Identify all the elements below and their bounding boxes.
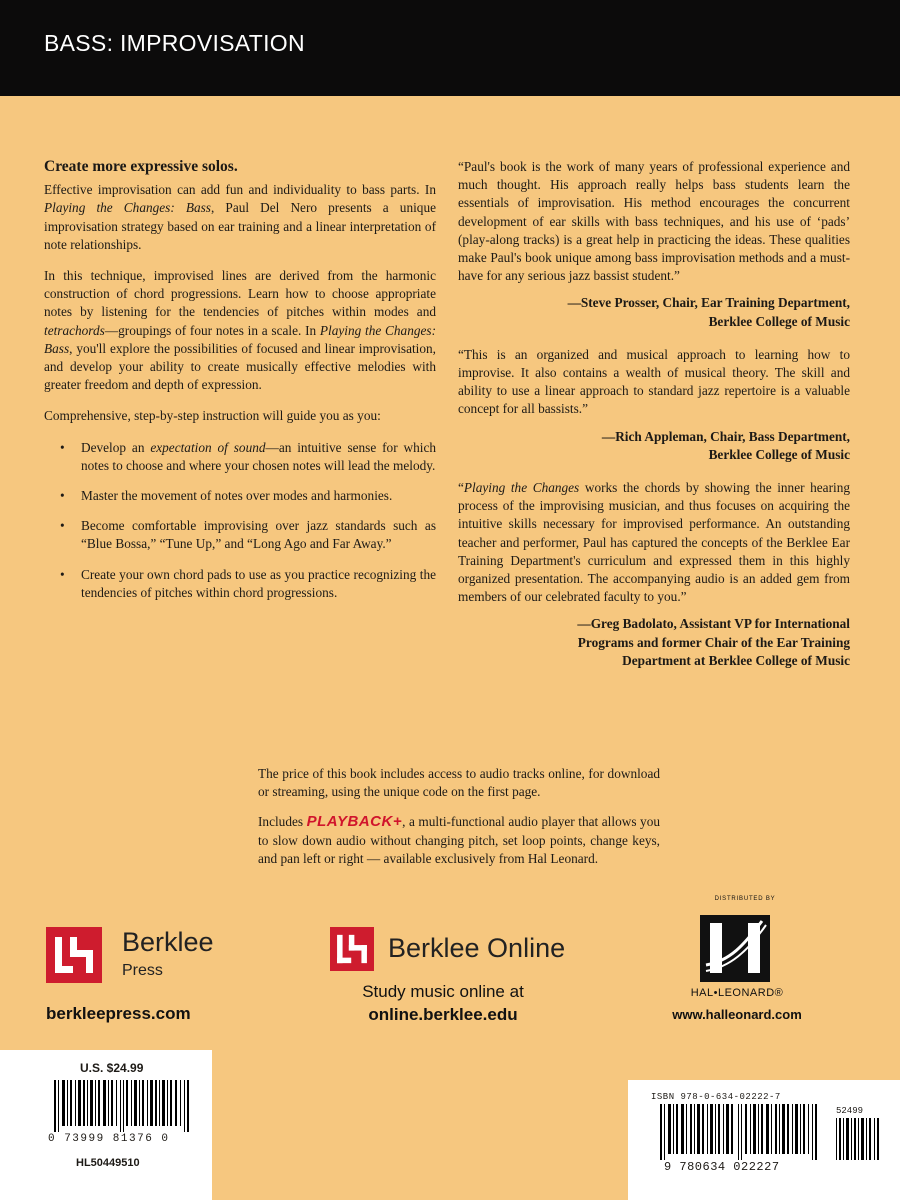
testimonial-quote: “This is an organized and musical approach to learning how to improvise. It also contains a wealth of musical theory. The skill and ability to use a linear approach to standard jazz repertoire is a valuable concept for all bassists.” [458,346,850,417]
testimonial-attribution: —Rich Appleman, Chair, Bass Department, Berklee College of Music [601,428,850,462]
price-label: U.S. $24.99 [80,1061,144,1075]
testimonial-quote: “Playing the Changes works the chords by showing the inner hearing process of the improvising musician, and thus focuses on acquiring the intuitive skills necessary for improvised performance. An outstanding teacher and performer, Paul has captured the concepts of the Berklee Ear Training Department's curriculum and expressed them in this highly organized presentation. The accompanying audio is an added gem from members of our celebrated faculty to you.” [458,480,851,605]
price-addon-barcode [836,1118,880,1160]
berklee-press-logo-icon [46,927,102,983]
berklee-online-url[interactable]: online.berklee.edu [368,1005,518,1024]
bullet-icon: • [60,439,65,455]
header-bar [0,0,900,96]
berklee-online-name: Berklee Online [388,933,566,963]
playback-text: Includes PLAYBACK+, a multi-functional audio player that allows you to slow down audio without changing pitch, set loop points, change keys, and pan left or right — available exclusively from Hal Leonard. [258,813,660,866]
bullet-icon: • [60,488,65,504]
audio-info [258,765,660,880]
berklee-online-logo-icon [330,927,374,971]
audio-access-text: The price of this book includes access to audio tracks online, for download or streaming, using the unique code on the first page. [258,766,660,800]
description-paragraph-3: Comprehensive, step-by-step instruction will guide you as you: [44,408,381,424]
features-list [44,439,436,602]
description-paragraph-1: Effective improvisation can add fun and individuality to bass parts. In Playing the Changes: Bass, Paul Del Nero presents a unique improvisation strategy based on ear training and a linear interpretation of note relationships. [44,182,436,252]
testimonial-quote: “Paul's book is the work of many years of professional experience and much thought. His approach really helps bass students learn the essentials of improvisation. His method encourages the concurrent development of ear skills with bass techniques, and his use of ‘pads’ (play-along tracks) is a great help in practicing the ideas. These qualities make Paul's book unique among bass improvisation methods and a must-have for any serious jazz bassist student.” [458,159,850,284]
list-item: • Create your own chord pads to use as you practice recognizing the tendencies of pitches within chord progressions. [60,566,436,600]
hal-leonard-logo-icon [700,915,770,982]
list-item: • Master the movement of notes over modes and harmonies. [44,487,436,505]
description-column [44,158,436,614]
upc-barcode [54,1080,194,1132]
category-title: BASS: IMPROVISATION [44,30,305,56]
price-code: 52499 [836,1106,864,1116]
berklee-press-name: Berklee [122,927,214,957]
bullet-icon: • [60,518,65,534]
description-paragraph-2: In this technique, improvised lines are derived from the harmonic construction of chord progressions. Learn how to choose appropriate notes by listening for the tendencies of pitches within modes and tetrachords—groupings of four notes in a scale. In Playing the Changes: Bass, you'll explore the possibilities of focused and linear improvisation, and develop your ability to create musically effective melodies with greater freedom and depth of expression. [44,268,436,393]
bullet-icon: • [60,566,65,582]
playback-logo: PLAYBACK+ [306,813,403,831]
berklee-press-url[interactable]: berkleepress.com [46,1004,191,1023]
isbn-digits: 9 780634 022227 [664,1160,780,1174]
testimonials-column [458,158,850,685]
isbn-barcode [660,1104,828,1160]
berklee-online-tagline: Study music online at [362,982,524,1001]
hl-product-code: HL50449510 [76,1157,140,1169]
description-heading: Create more expressive solos. [44,158,238,175]
distributed-by-label: DISTRIBUTED BY [714,896,776,902]
hal-leonard-url[interactable]: www.halleonard.com [672,1007,802,1022]
hal-leonard-name: HAL•LEONARD® [690,987,784,999]
testimonial-attribution: —Steve Prosser, Chair, Ear Training Department, Berklee College of Music [567,295,850,329]
upc-digits: 0 73999 81376 0 [48,1133,170,1145]
list-item: • Develop an expectation of sound—an intuitive sense for which notes to choose and where your chosen notes will lead the melody. [60,439,436,473]
berklee-press-subtitle: Press [122,962,163,979]
testimonial-attribution: —Greg Badolato, Assistant VP for International Programs and former Chair of the Ear Training Department at Berklee College of Music [577,616,850,668]
isbn-label: ISBN 978-0-634-02222-7 [651,1092,781,1102]
list-item: • Become comfortable improvising over jazz standards such as “Blue Bossa,” “Tune Up,” and “Long Ago and Far Away.” [60,518,436,552]
